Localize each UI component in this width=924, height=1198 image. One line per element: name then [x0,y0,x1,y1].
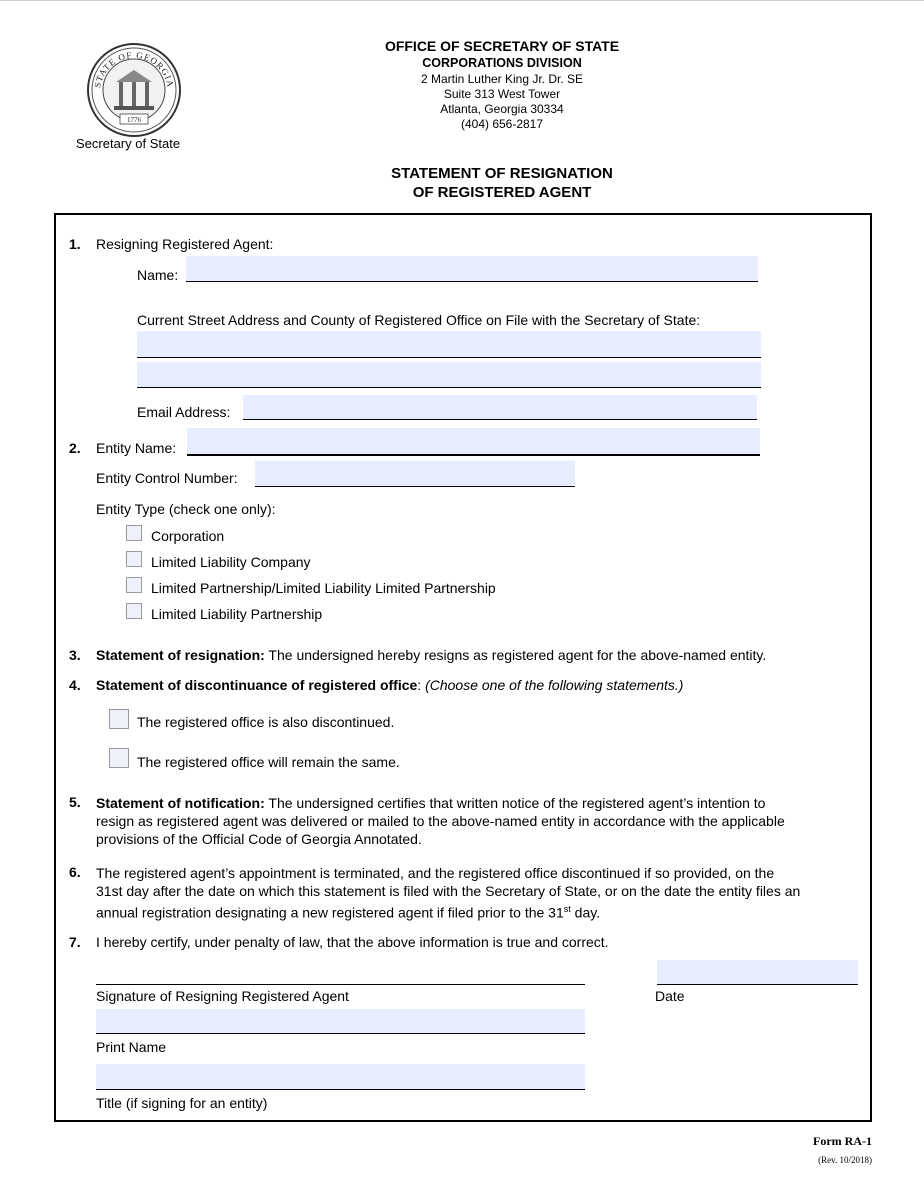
section-7-number: 7. [69,934,81,950]
control-number-underline [255,486,575,487]
agent-name-label: Name: [137,267,179,283]
address-field-1[interactable] [137,331,761,357]
date-label: Date [655,988,685,1004]
office-discontinued-checkbox[interactable] [109,709,129,729]
title-field[interactable] [96,1064,585,1089]
notification-line-3: provisions of the Official Code of Georgia Annotated. [96,831,422,847]
termination-line-3a: annual registration designating a new registered agent if filed prior to the 31 [96,904,564,921]
division-title: CORPORATIONS DIVISION [422,56,582,70]
address-field-2[interactable] [137,362,761,387]
certification-text: I hereby certify, under penalty of law, that the above information is true and correct. [96,934,609,950]
address-label: Current Street Address and County of Registered Office on File with the Secretary of State: [137,312,701,328]
email-field[interactable] [243,395,757,419]
print-name-label: Print Name [96,1039,167,1055]
georgia-seal-icon [86,42,182,138]
signature-line [96,984,585,985]
lp-checkbox[interactable] [126,577,142,593]
llc-checkbox[interactable] [126,551,142,567]
resignation-text: The undersigned hereby resigns as registered agent for the above-named entity. [264,647,767,663]
section-5-number: 5. [69,794,81,810]
form-title-line-2: OF REGISTERED AGENT [412,184,592,201]
date-field[interactable] [657,960,858,984]
section-4-number: 4. [69,677,81,693]
section-6-number: 6. [69,864,81,880]
control-number-label: Entity Control Number: [96,470,238,486]
revision-date: (Rev. 10/2018) [818,1155,872,1165]
entity-type-label: Entity Type (check one only): [96,501,276,517]
seal-caption: Secretary of State [76,136,181,151]
section-5-text [96,794,866,848]
section-6-text [96,864,866,922]
office-remain-checkbox[interactable] [109,748,129,768]
corporation-checkbox[interactable] [126,525,142,541]
email-underline [243,419,757,420]
notification-line-1: The undersigned certifies that written notice of the registered agent’s intention to [264,795,766,811]
section-4-text [96,677,683,693]
section-1-label: Resigning Registered Agent: [96,236,274,252]
section-2-number: 2. [69,440,81,456]
office-discontinued-label: The registered office is also discontinued. [137,714,395,730]
termination-line-1: The registered agent’s appointment is terminated, and the registered office discontinued if so provided, on the [96,865,775,881]
discontinuance-heading: Statement of discontinuance of registered office [96,677,418,693]
control-number-field[interactable] [255,461,575,486]
corporation-option-label: Corporation [151,528,225,544]
print-name-underline [96,1033,585,1034]
address-line-3: Atlanta, Georgia 30334 [440,102,564,116]
notification-heading: Statement of notification: [96,795,265,811]
svg-text:1776: 1776 [127,116,141,124]
address-line-2: Suite 313 West Tower [443,87,561,101]
office-remain-label: The registered office will remain the same. [137,754,400,770]
agent-name-underline [186,281,758,282]
resignation-heading: Statement of resignation: [96,647,265,663]
title-underline [96,1089,585,1090]
entity-name-underline [187,454,760,456]
notification-line-2: resign as registered agent was delivered or mailed to the above-named entity in accordance with the applicable [96,813,785,829]
llp-checkbox[interactable] [126,603,142,619]
form-title-line-1: STATEMENT OF RESIGNATION [391,165,613,182]
discontinuance-instruction: (Choose one of the following statements.) [425,677,684,693]
svg-text:STATE OF GEORGIA: STATE OF GEORGIA [92,49,176,89]
address-underline-1 [137,357,761,358]
title-label: Title (if signing for an entity) [96,1095,268,1111]
email-label: Email Address: [137,404,231,420]
print-name-field[interactable] [96,1009,585,1033]
signature-label: Signature of Resigning Registered Agent [96,988,349,1004]
llc-option-label: Limited Liability Company [151,554,311,570]
section-3-number: 3. [69,647,81,663]
office-title: OFFICE OF SECRETARY OF STATE [384,38,620,54]
form-id: Form RA-1 [813,1134,872,1148]
entity-name-field[interactable] [187,428,760,454]
termination-line-2: 31st day after the date on which this statement is filed with the Secretary of State, or on the date the entity files an [96,883,801,899]
top-rule [0,0,924,1]
date-underline [657,984,858,985]
entity-name-label: Entity Name: [96,440,177,456]
phone-number: (404) 656-2817 [460,117,544,131]
section-1-number: 1. [69,236,81,252]
section-3-text [96,647,766,663]
termination-line-3b: day. [570,904,601,921]
termination-superscript: st [563,904,571,914]
llp-option-label: Limited Liability Partnership [151,606,323,622]
agent-name-field[interactable] [186,256,758,282]
lp-option-label: Limited Partnership/Limited Liability Limited Partnership [151,580,496,596]
address-underline-2 [137,387,761,388]
address-line-1: 2 Martin Luther King Jr. Dr. SE [420,72,584,86]
discontinuance-colon: : [417,677,426,693]
